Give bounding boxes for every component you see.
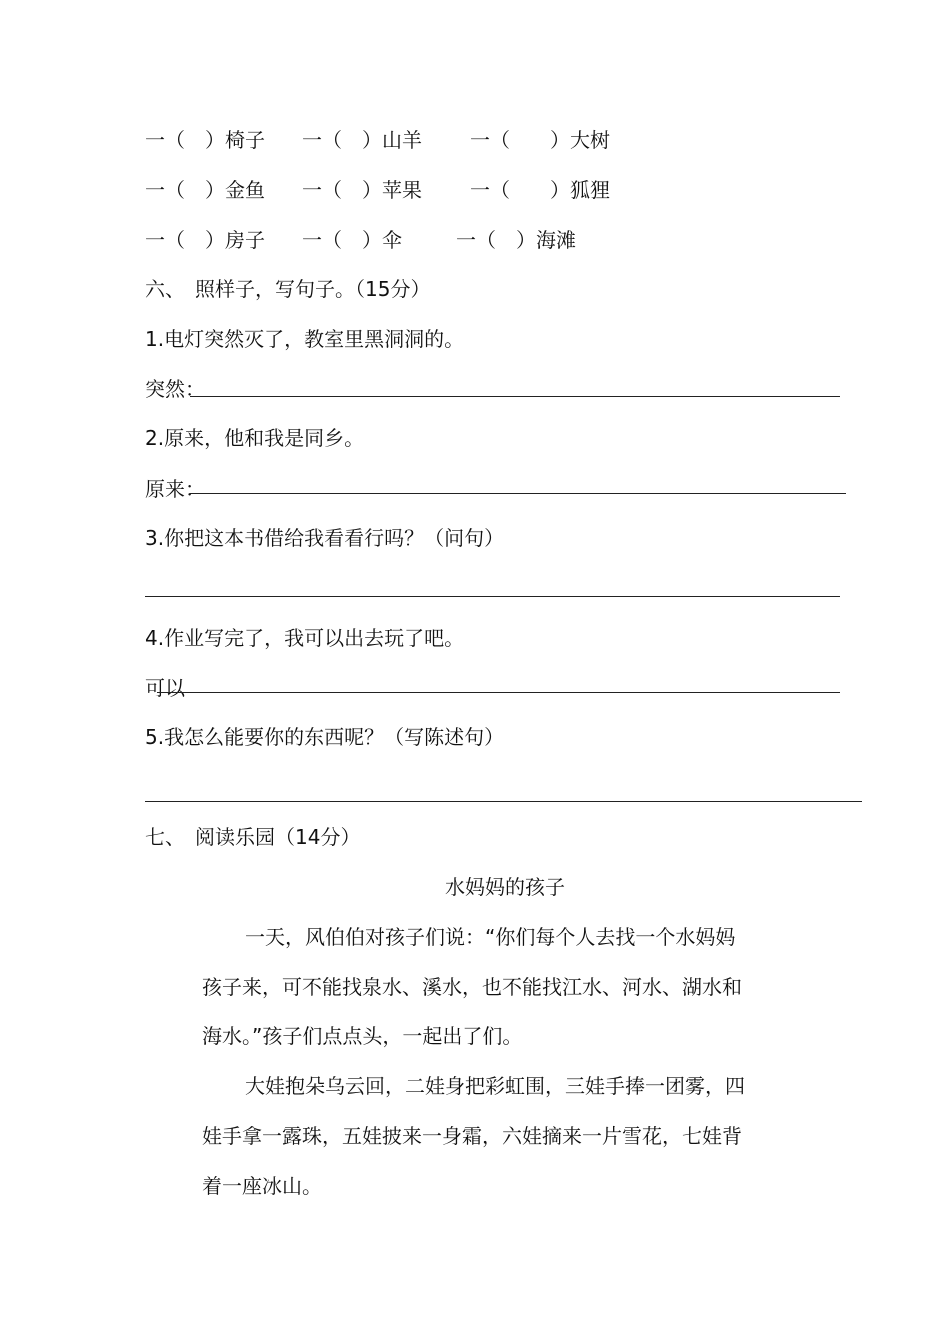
question-5: 5.我怎么能要你的东西呢？（写陈述句）	[145, 725, 505, 749]
answer-line-5[interactable]	[145, 801, 862, 802]
answer-prompt-1: 突然：	[145, 377, 205, 401]
measure-word-item: 一（ ）海滩	[456, 228, 576, 252]
question-4: 4.作业写完了，我可以出去玩了吧。	[145, 626, 465, 650]
measure-word-item: 一（ ）苹果	[302, 178, 422, 202]
passage-line: 孩子来，可不能找泉水、溪水，也不能找江水、河水、湖水和	[202, 975, 742, 999]
answer-line-3[interactable]	[145, 596, 840, 597]
question-3: 3.你把这本书借给我看看行吗？（问句）	[145, 526, 505, 550]
passage-line: 娃手拿一露珠，五娃披来一身霜，六娃摘来一片雪花，七娃背	[202, 1124, 742, 1148]
measure-word-item: 一（ ）山羊	[302, 128, 422, 152]
measure-word-item: 一（ ）房子	[145, 228, 265, 252]
measure-word-item: 一（ ）狐狸	[470, 178, 610, 202]
passage-line: 着一座冰山。	[202, 1174, 322, 1198]
passage-line: 大娃抱朵乌云回，二娃身把彩虹围，三娃手捧一团雾，四	[245, 1074, 745, 1098]
answer-line-4[interactable]	[157, 692, 840, 693]
question-2: 2.原来，他和我是同乡。	[145, 426, 365, 450]
passage-title: 水妈妈的孩子	[445, 875, 565, 899]
passage-line: 一天，风伯伯对孩子们说：“你们每个人去找一个水妈妈	[245, 925, 736, 949]
passage-line: 海水。”孩子们点点头，一起出了们。	[202, 1024, 523, 1048]
measure-word-item: 一（ ）大树	[470, 128, 610, 152]
measure-word-item: 一（ ）椅子	[145, 128, 265, 152]
measure-word-item: 一（ ）金鱼	[145, 178, 265, 202]
answer-line-1[interactable]	[190, 396, 840, 397]
section-6-heading: 六、 照样子，写句子。（15分）	[145, 277, 431, 301]
measure-word-item: 一（ ）伞	[302, 228, 402, 252]
section-7-heading: 七、 阅读乐园（14分）	[145, 825, 361, 849]
answer-prompt-4: 可以	[145, 676, 185, 700]
answer-line-2[interactable]	[190, 493, 846, 494]
question-1: 1.电灯突然灭了，教室里黑洞洞的。	[145, 327, 465, 351]
answer-prompt-2: 原来：	[145, 477, 205, 501]
